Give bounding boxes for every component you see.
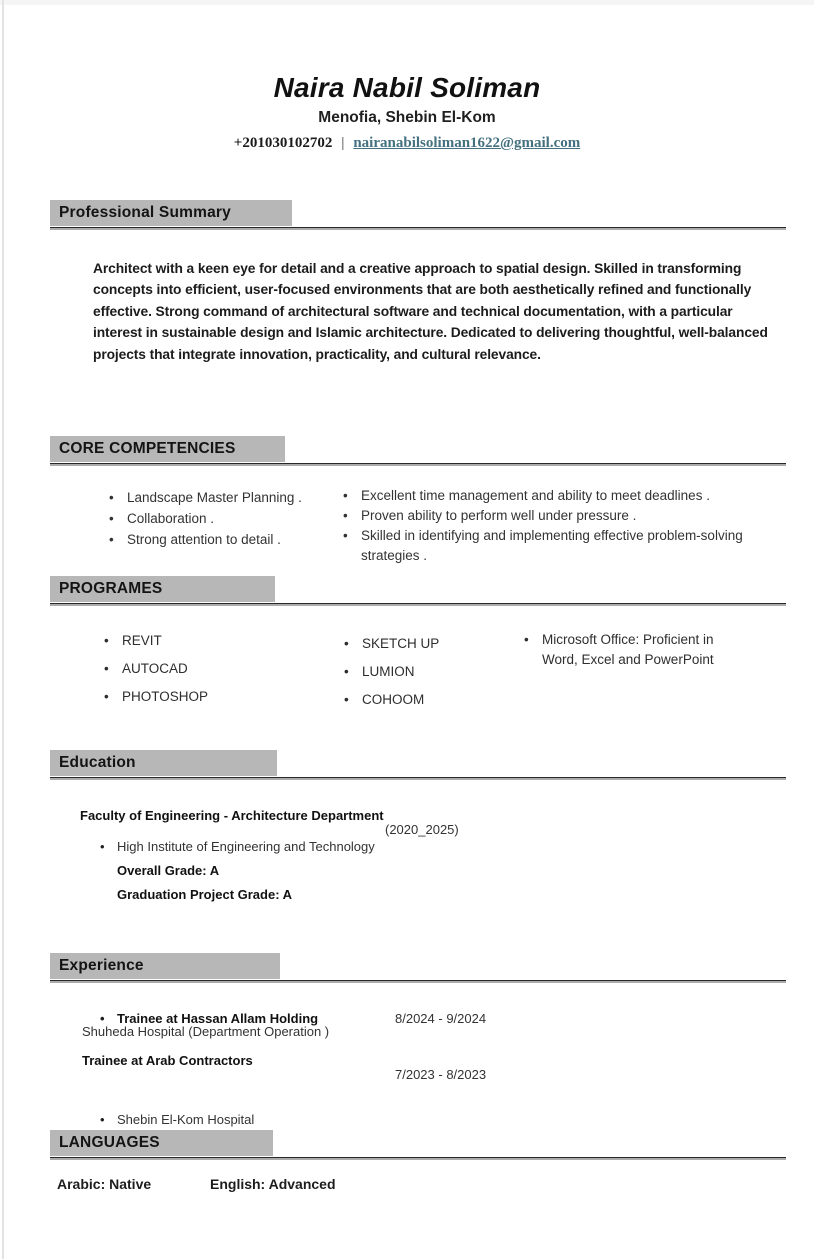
section-title: CORE COMPETENCIES	[59, 440, 236, 457]
list-item: • PHOTOSHOP	[104, 690, 264, 704]
education-overall-grade: Overall Grade: A	[117, 863, 220, 878]
section-divider	[50, 777, 786, 780]
programs-column-2	[344, 637, 504, 721]
language-arabic: Arabic: Native	[57, 1176, 152, 1192]
list-item: • AUTOCAD	[104, 662, 264, 676]
email-link[interactable]: nairanabilsoliman1622@gmail.com	[353, 135, 581, 151]
programs-column-3	[524, 630, 729, 669]
phone-number: +201030102702	[233, 135, 333, 151]
competencies-list-left	[109, 487, 339, 550]
contact-separator: |	[341, 135, 345, 151]
section-divider	[50, 980, 786, 983]
programs-column-1	[104, 634, 264, 718]
list-item: • Proven ability to perform well under pressure .	[343, 506, 755, 526]
education-degree: Faculty of Engineering - Architecture Department	[80, 808, 384, 823]
competencies-list-right	[343, 486, 755, 566]
list-item: • Collaboration .	[109, 508, 339, 529]
list-item: • Microsoft Office: Proficient in Word, Excel and PowerPoint	[524, 630, 729, 669]
experience-role: Trainee at Arab Contractors	[82, 1053, 253, 1068]
list-item: • SKETCH UP	[344, 637, 504, 651]
section-title: PROGRAMES	[59, 580, 163, 597]
section-header-languages	[50, 1130, 273, 1156]
list-item: • Excellent time management and ability to meet deadlines .	[343, 486, 755, 506]
section-title: LANGUAGES	[59, 1134, 160, 1151]
candidate-location: Menofia, Shebin El-Kom	[318, 109, 496, 126]
education-project-grade: Graduation Project Grade: A	[117, 887, 293, 902]
section-header-programs	[50, 576, 275, 602]
experience-detail: • Shebin El-Kom Hospital	[100, 1112, 814, 1127]
candidate-name: Naira Nabil Soliman	[273, 72, 541, 103]
page-left-edge-line	[2, 0, 4, 1259]
list-item: • LUMION	[344, 665, 504, 679]
section-divider	[50, 603, 786, 606]
section-header-education	[50, 750, 277, 776]
section-header-experience	[50, 953, 280, 979]
list-item: • REVIT	[104, 634, 264, 648]
list-item: • COHOOM	[344, 693, 504, 707]
education-institute: • High Institute of Engineering and Technology	[100, 839, 814, 854]
language-english: English: Advanced	[210, 1176, 336, 1192]
summary-paragraph: Architect with a keen eye for detail and a creative approach to spatial design. Skilled in transforming concepts into efficient, user-focused environments that are both aesthetically refined and functionally effective. Strong command of architectural software and technical documentation, with a particular interest in sustainable design and Islamic architecture. Dedicated to delivering thoughtful, well-balanced projects that integrate innovation, practicality, and cultural relevance.	[93, 261, 768, 362]
section-divider	[50, 463, 786, 466]
section-divider	[50, 227, 786, 230]
section-header-competencies	[50, 436, 285, 462]
experience-dates: 7/2023 - 8/2023	[395, 1067, 487, 1082]
contact-line	[0, 135, 814, 152]
section-title: Professional Summary	[59, 204, 231, 221]
section-title: Experience	[59, 957, 144, 974]
section-header-summary	[50, 200, 292, 226]
education-years: (2020_2025)	[385, 822, 459, 837]
list-item: • Skilled in identifying and implementing effective problem-solving strategies .	[343, 526, 755, 566]
experience-detail: Shuheda Hospital (Department Operation )	[82, 1024, 330, 1039]
experience-role: • Trainee at Hassan Allam Holding	[100, 1011, 814, 1026]
list-item: • Landscape Master Planning .	[109, 487, 339, 508]
experience-dates: 8/2024 - 9/2024	[395, 1011, 487, 1026]
list-item: • Strong attention to detail .	[109, 529, 339, 550]
section-title: Education	[59, 754, 136, 771]
page-top-edge	[0, 0, 814, 5]
section-divider	[50, 1157, 786, 1160]
